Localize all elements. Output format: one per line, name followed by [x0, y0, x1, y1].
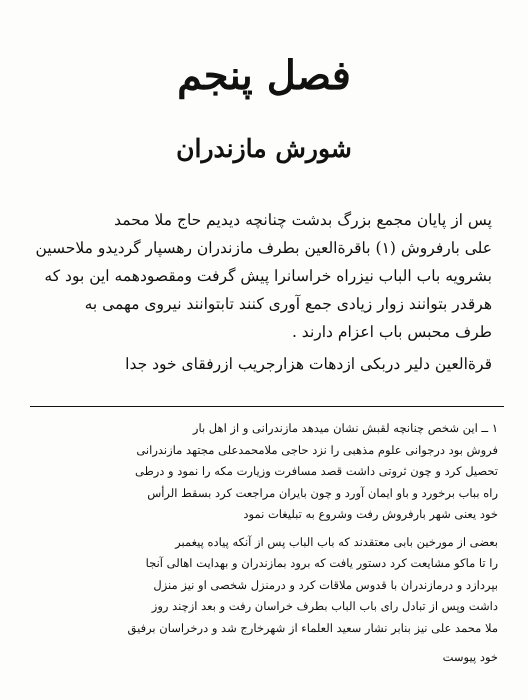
footnote-line: ۱ ــ این شخص چنانچه لقبش نشان میدهد مازندرانی و از اهل بار: [192, 421, 498, 435]
main-text-line: پس از پایان مجمع بزرگ بدشت چنانچه دیدیم حاج ملا محمد: [114, 211, 492, 229]
footnote-line: فروش بود درجوانی علوم مذهبی را نزد حاجی ملامحمدعلی مجتهد مازندرانی: [136, 442, 498, 457]
footnote-line: بعضی از مورخین بابی معتقدند که باب الباب پس از آنکه پیاده پیغمبر: [175, 534, 498, 549]
footnote-line: را تا ماکو مشایعت کرد دستور یافت که برود بمازندران و بهدایت اهالی آنجا: [145, 556, 498, 570]
footnote-line: راه بباب برخورد و باو ایمان آورد و چون بایران مراجعت کرد بسقط الرأس: [147, 485, 498, 500]
section-title: شورش مازندران: [176, 134, 352, 163]
footnote-line: خود پیوست: [442, 650, 498, 664]
footnote-line: داشت وپس از تبادل رای باب الباب بطرف خراسان رفت و بعد ازچند روز: [151, 599, 498, 613]
main-text-line: قرةالعین دلیر دربکی ازدهات هزارجریب ازرفقای خود جدا: [125, 355, 492, 373]
footnote-line: خود یعنی شهر بارفروش رفت وشروع به تبلیغات نمود: [243, 507, 498, 521]
footnote-line: تحصیل کرد و چون ثروتی داشت قصد مسافرت وزیارت مکه را نمود و درطی: [134, 464, 498, 478]
chapter-title: فصل پنجم: [177, 52, 351, 99]
main-text-line: علی بارفروش (۱) باقرةالعین بطرف مازندران رهسپار گردیدو ملاحسین: [35, 239, 492, 257]
main-text-line: هرقدر بتوانند زوار زیادی جمع آوری کنند تابتوانند نیروی مهمی به: [84, 295, 492, 313]
footnote-line: بپردازد و درمازندران با قدوس ملاقات کرد و درمنزل شخصی او نیز منزل: [153, 577, 498, 592]
footnote-divider: [30, 406, 504, 407]
footnote-line: ملا محمد علی نیز بنابر نشار سعید العلماء از شهرخارج شد و درخراسان برفیق: [127, 620, 498, 635]
footnote: [18, 418, 498, 669]
main-text: [26, 206, 492, 378]
main-text-line: بشرویه باب الباب نیزراه خراسانرا پیش گرفت ومقصودهمه این بود که: [44, 267, 492, 285]
main-text-line: طرف محبس باب اعزام دارند .: [291, 323, 492, 341]
